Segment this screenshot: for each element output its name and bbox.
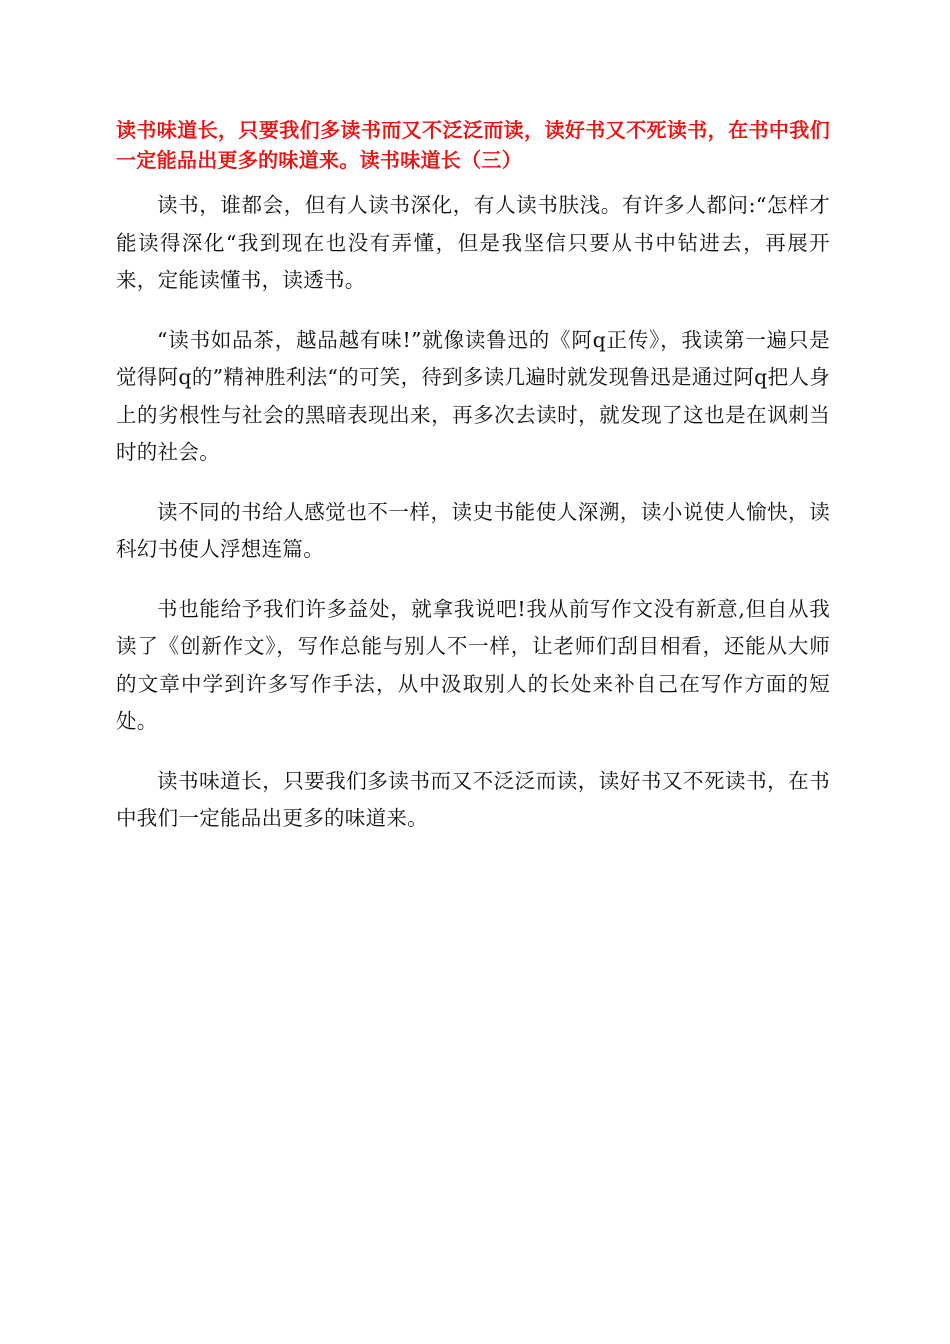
paragraph-2: “读书如品茶，越品越有味!”就像读鲁迅的《阿q正传》，我读第一遍只是觉得阿q的”精神胜利法“的可笑，待到多读几遍时就发现鲁迅是通过阿q把人身上的劣根性与社会的黑暗表现出来，再多次去读时，就发现了这也是在讽刺当时的社会。 — [116, 327, 831, 464]
paragraph-3: 读不同的书给人感觉也不一样，读史书能使人深溯，读小说使人愉快，读科幻书使人浮想连篇。 — [116, 499, 830, 561]
document-page — [116, 115, 830, 860]
document-title: 读书味道长，只要我们多读书而又不泛泛而读，读好书又不死读书，在书中我们一定能品出更多的味道来。读书味道长（三） — [116, 118, 830, 172]
paragraph-1: 读书，谁都会，但有人读书深化，有人读书肤浅。有许多人都问:“怎样才能读得深化“我到现在也没有弄懂，但是我坚信只要从书中钻进去，再展开来，定能读懂书，读透书。 — [116, 193, 830, 292]
paragraph-4: 书也能给予我们许多益处，就拿我说吧!我从前写作文没有新意,但自从我读了《创新作文》，写作总能与别人不一样，让老师们刮目相看，还能从大师的文章中学到许多写作手法，从中汲取别人的长处来补自己在写作方面的短处。 — [116, 596, 830, 733]
paragraph-5: 读书味道长，只要我们多读书而又不泛泛而读，读好书又不死读书，在书中我们一定能品出更多的味道来。 — [116, 768, 830, 830]
